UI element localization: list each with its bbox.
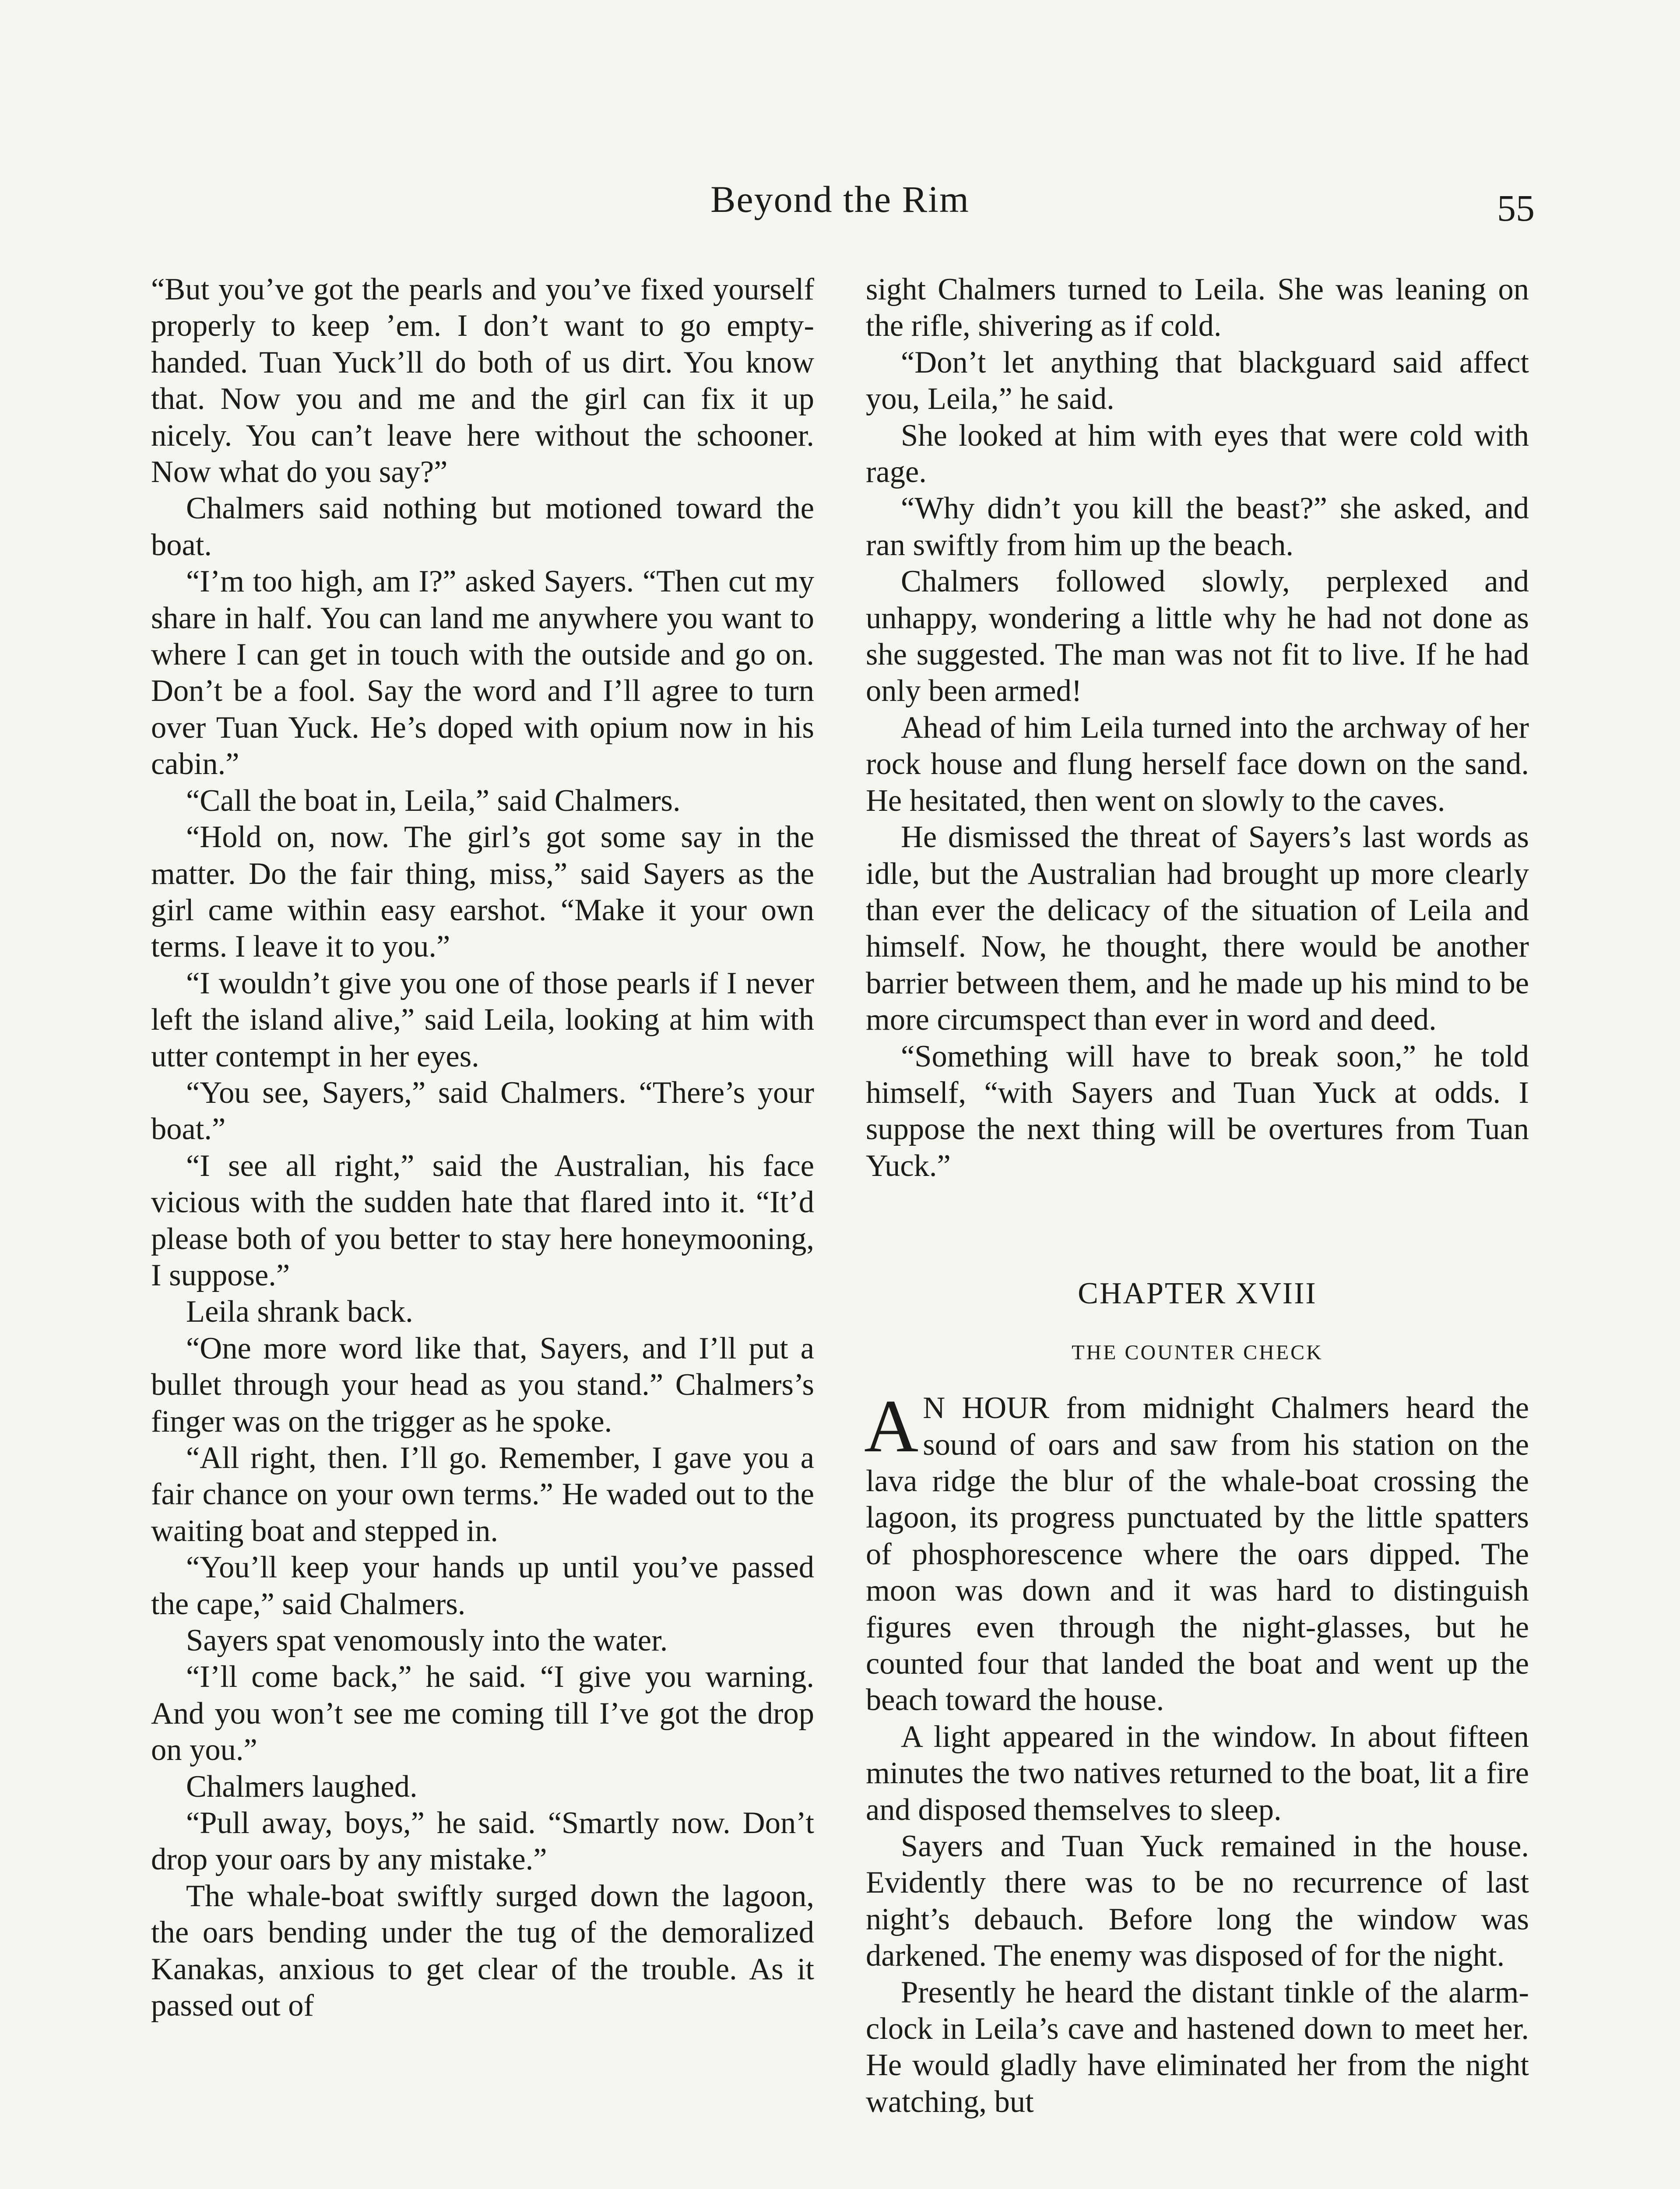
paragraph: Sayers and Tuan Yuck remained in the house. Evidently there was to be no recurrence of last night’s debauch. Before long the window was darkened. The enemy was disposed of for the night. [866, 1829, 1529, 1973]
paragraph: “You’ll keep your hands up until you’ve passed the cape,” said Chalmers. [151, 1550, 814, 1621]
paragraph: “Call the boat in, Leila,” said Chalmers. [186, 783, 681, 818]
paragraph: “Pull away, boys,” he said. “Smartly now. Don’t drop your oars by any mistake.” [151, 1806, 814, 1877]
left-column [151, 271, 814, 2024]
paragraph: Presently he heard the distant tinkle of the alarm-clock in Leila’s cave and hastened down to meet her. He would gladly have eliminated her from the night watching, but [866, 1975, 1529, 2119]
paragraph: Chalmers followed slowly, perplexed and unhappy, wondering a little why he had not done as she suggested. The man was not fit to live. If he had only been armed! [866, 564, 1529, 708]
paragraph: “I’ll come back,” he said. “I give you warning. And you won’t see me coming till I’ve got the drop on you.” [151, 1660, 814, 1767]
paragraph: Ahead of him Leila turned into the archway of her rock house and flung herself face down on the sand. He hesitated, then went on slowly to the caves. [866, 710, 1529, 818]
paragraph: Chalmers laughed. [186, 1769, 418, 1804]
paragraph: “I’m too high, am I?” asked Sayers. “Then cut my share in half. You can land me anywhere you want to where I can get in touch with the outside and go on. Don’t be a fool. Say the word and I’ll agree to turn over Tuan Yuck. He’s doped with opium now in his cabin.” [151, 564, 814, 781]
paragraph: “Something will have to break soon,” he told himself, “with Sayers and Tuan Yuck at odds. I suppose the next thing will be overtures from Tuan Yuck.” [866, 1039, 1529, 1183]
paragraph: “Why didn’t you kill the beast?” she asked, and ran swiftly from him up the beach. [866, 491, 1529, 562]
paragraph: Sayers spat venomously into the water. [186, 1623, 668, 1658]
paragraph: “You see, Sayers,” said Chalmers. “There’s your boat.” [151, 1075, 814, 1147]
paragraph: “I see all right,” said the Australian, his face vicious with the sudden hate that flared into it. “It’d please both of you better to stay here honeymooning, I suppose.” [151, 1148, 814, 1292]
page-header [0, 0, 1680, 245]
paragraph: Chalmers said nothing but motioned toward the boat. [151, 491, 814, 562]
paragraph: “Don’t let anything that blackguard said affect you, Leila,” he said. [866, 345, 1529, 416]
opening-text: N HOUR from midnight Chalmers heard the sound of oars and saw from his station on the lava ridge the blur of the whale-boat crossing the lagoon, its progress punctuated by the little spatters of phosphorescence where the oars dipped. The moon was down and it was hard to distinguish figures even through the night-glasses, but he counted four that landed the boat and went up the beach toward the house. [866, 1391, 1529, 1717]
paragraph: She looked at him with eyes that were cold with rage. [866, 418, 1529, 489]
running-head: Beyond the Rim [710, 178, 970, 220]
paragraph: “Hold on, now. The girl’s got some say in the matter. Do the fair thing, miss,” said Sayers as the girl came within easy earshot. “Make it your own terms. I leave it to you.” [151, 820, 814, 964]
paragraph: A light appeared in the window. In about fifteen minutes the two natives returned to the boat, lit a fire and disposed themselves to sleep. [866, 1719, 1529, 1827]
paragraph: “All right, then. I’ll go. Remember, I gave you a fair chance on your own terms.” He waded out to the waiting boat and stepped in. [151, 1441, 814, 1548]
chapter-opening-paragraph [864, 1385, 1529, 1719]
paragraph: The whale-boat swiftly surged down the lagoon, the oars bending under the tug of the demoralized Kanakas, anxious to get clear of the trouble. As it passed out of [151, 1879, 814, 2023]
paragraph: “I wouldn’t give you one of those pearls if I never left the island alive,” said Leila, looking at him with utter contempt in her eyes. [151, 966, 814, 1073]
page-number: 55 [1497, 187, 1535, 229]
chapter-title: CHAPTER XVIII [1078, 1277, 1317, 1311]
paragraph: Leila shrank back. [186, 1295, 413, 1329]
right-column [866, 271, 1529, 2120]
paragraph-continuation: sight Chalmers turned to Leila. She was leaning on the rifle, shivering as if cold. [866, 272, 1529, 343]
paragraph: “But you’ve got the pearls and you’ve fixed yourself properly to keep ’em. I don’t want to go empty-handed. Tuan Yuck’ll do both of us dirt. You know that. Now you and me and the girl can fix it up nicely. You can’t leave here without the schooner. Now what do you say?” [151, 272, 814, 489]
chapter-subtitle: THE COUNTER CHECK [1072, 1341, 1323, 1365]
paragraph: “One more word like that, Sayers, and I’ll put a bullet through your head as you stand.” Chalmers’s finger was on the trigger as he spoke. [151, 1331, 814, 1439]
drop-cap: A [864, 1385, 919, 1468]
paragraph: He dismissed the threat of Sayers’s last words as idle, but the Australian had brought up more clearly than ever the delicacy of the situation of Leila and himself. Now, he thought, there would be another barrier between them, and he made up his mind to be more circumspect than ever in word and deed. [866, 820, 1529, 1037]
